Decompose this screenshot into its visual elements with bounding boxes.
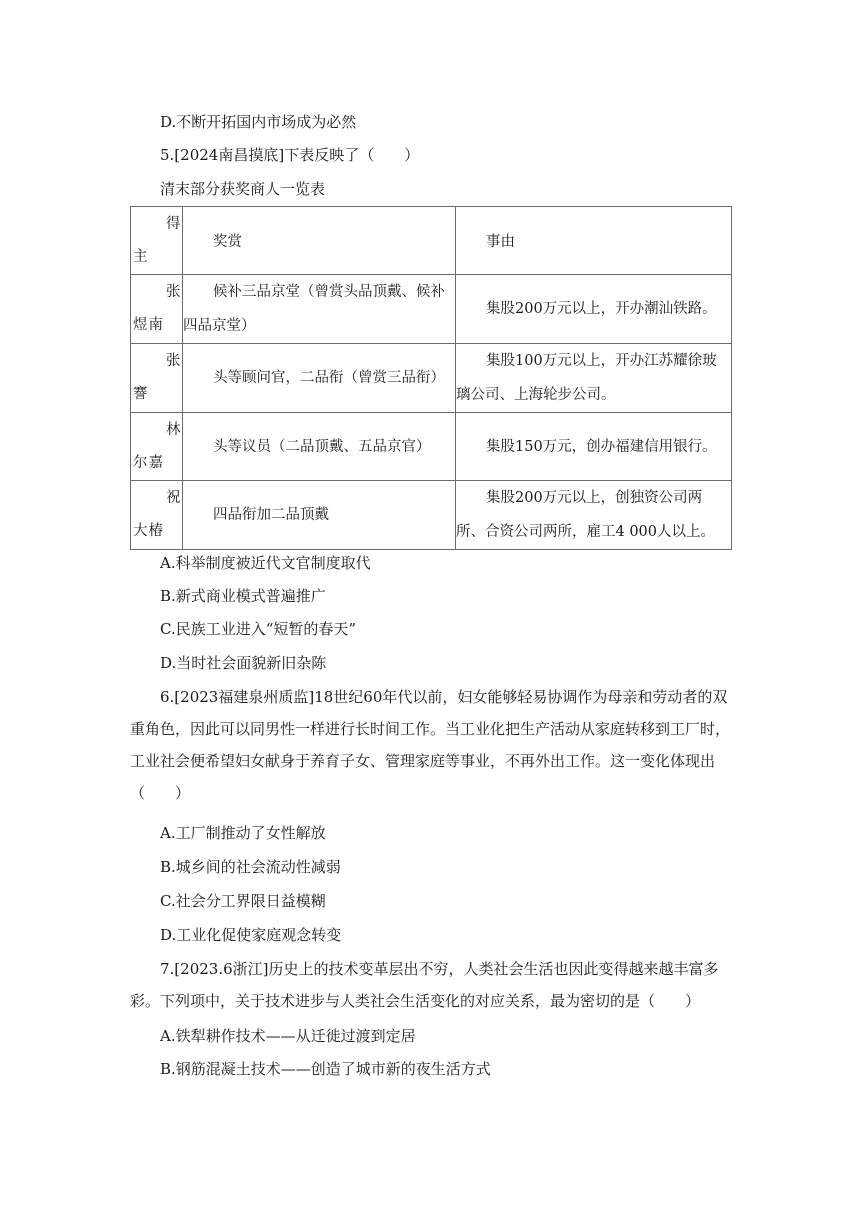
q5-option-d: D.当时社会面貌新旧杂陈 <box>160 654 327 672</box>
row-award: 头等顾问官，二品衔（曾赏三品衔） <box>183 344 456 413</box>
q5-table-title: 清末部分获奖商人一览表 <box>160 180 326 198</box>
row-reason: 集股100万元以上，开办江苏耀徐玻璃公司、上海轮步公司。 <box>456 344 732 413</box>
q7-option-b: B.钢筋混凝土技术——创造了城市新的夜生活方式 <box>160 1060 491 1078</box>
q6-option-d: D.工业化促使家庭观念转变 <box>160 926 342 944</box>
q6-option-a: A.工厂制推动了女性解放 <box>160 824 326 842</box>
row-award: 四品衔加二品顶戴 <box>183 481 456 550</box>
row-name: 林尔嘉 <box>131 413 183 481</box>
row-award: 头等议员（二品顶戴、五品京官） <box>183 413 456 481</box>
header-name: 得主 <box>131 207 183 275</box>
table-row <box>131 275 732 344</box>
table-header-row <box>131 207 732 275</box>
table-row <box>131 413 732 481</box>
q7-stem: 7.[2023.6浙江]历史上的技术变革层出不穷，人类社会生活也因此变得越来越丰富多彩。下列项中，关于技术进步与人类社会生活变化的对应关系，最为密切的是（ ） <box>130 960 719 1010</box>
row-name: 张謇 <box>131 344 183 413</box>
table-row <box>131 344 732 413</box>
q5-option-c: C.民族工业进入“短暂的春天” <box>160 620 357 638</box>
q5-option-a: A.科举制度被近代文官制度取代 <box>160 554 371 572</box>
awards-table <box>130 206 732 550</box>
q7-option-a: A.铁犁耕作技术——从迁徙过渡到定居 <box>160 1027 416 1045</box>
q6-option-c: C.社会分工界限日益模糊 <box>160 892 326 910</box>
q6-stem: 6.[2023福建泉州质监]18世纪60年代以前，妇女能够轻易协调作为母亲和劳动者的双重角色，因此可以同男性一样进行长时间工作。当工业化把生产活动从家庭转移到工厂时，工业社会便希望妇女献身于养育子女、管理家庭等事业，不再外出工作。这一变化体现出（ ） <box>130 688 731 802</box>
row-reason: 集股200万元以上，创独资公司两所、合资公司两所，雇工4 000人以上。 <box>456 481 732 550</box>
header-award: 奖赏 <box>183 207 456 275</box>
q5-option-b: B.新式商业模式普遍推广 <box>160 587 326 605</box>
row-award: 候补三品京堂（曾赏头品顶戴、候补四品京堂） <box>183 275 456 344</box>
header-reason: 事由 <box>456 207 732 275</box>
row-reason: 集股200万元以上，开办潮汕铁路。 <box>456 275 732 344</box>
q5-stem: 5.[2024南昌摸底]下表反映了（ ） <box>160 146 420 164</box>
q4-option-d: D.不断开拓国内市场成为必然 <box>160 113 357 131</box>
table-row <box>131 481 732 550</box>
q6-option-b: B.城乡间的社会流动性减弱 <box>160 858 341 876</box>
row-name: 祝大椿 <box>131 481 183 550</box>
row-reason: 集股150万元，创办福建信用银行。 <box>456 413 732 481</box>
row-name: 张煜南 <box>131 275 183 344</box>
